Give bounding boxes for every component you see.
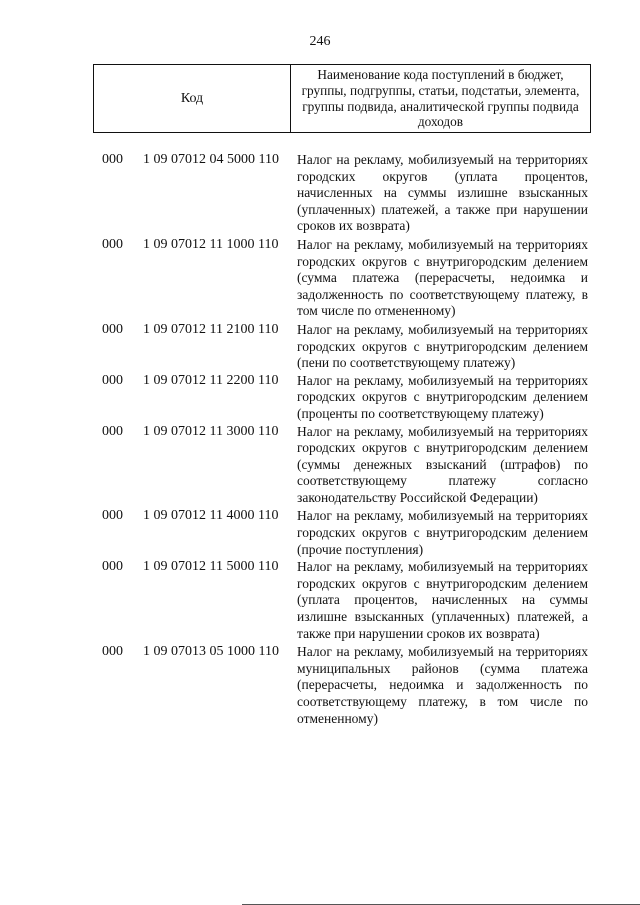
revenue-code: 1 09 07012 11 2100 110 <box>143 321 279 337</box>
page-number: 246 <box>309 34 331 49</box>
admin-code: 000 <box>102 423 123 439</box>
header-name-label: Наименование кода поступлений в бюджет, группы, подгруппы, статьи, подстатьи, элемента, группы подвида, аналитической группы подвида доходов <box>301 67 580 130</box>
revenue-code: 1 09 07012 11 3000 110 <box>143 423 279 439</box>
admin-code: 000 <box>102 508 123 524</box>
revenue-code: 1 09 07012 04 5000 110 <box>143 152 279 167</box>
revenue-description: Налог на рекламу, мобилизуемый на территориях городских округов с внутригородским делением (пени по соответствующему платежу) <box>297 321 588 371</box>
admin-code: 000 <box>102 321 123 337</box>
table-row <box>0 152 640 235</box>
admin-code: 000 <box>102 236 123 252</box>
revenue-description: Налог на рекламу, мобилизуемый на территориях городских округов с внутригородским делением (сумма платежа (перерасчеты, недоимка и задолженность по соответствующему платежу, в том числе по отмененному) <box>297 236 588 319</box>
table-header <box>93 64 591 133</box>
table-row <box>0 237 640 320</box>
code-list <box>0 152 640 727</box>
table-row <box>0 322 640 372</box>
admin-code: 000 <box>102 559 123 575</box>
table-row <box>0 424 640 507</box>
revenue-description: Налог на рекламу, мобилизуемый на территориях городских округов с внутригородским делением (проценты по соответствующему платежу) <box>297 372 588 421</box>
revenue-description: Налог на рекламу, мобилизуемый на территориях городских округов с внутригородским делением (уплата процентов, начисленных на суммы излишне взысканных (уплаченных) платежей, а также при нарушении сроков их возврата) <box>297 559 588 641</box>
revenue-code: 1 09 07012 11 4000 110 <box>143 508 279 524</box>
admin-code: 000 <box>102 372 123 388</box>
revenue-code: 1 09 07012 11 5000 110 <box>143 559 279 575</box>
table-row <box>0 644 640 727</box>
revenue-description: Налог на рекламу, мобилизуемый на территориях муниципальных районов (сумма платежа (перерасчеты, недоимка и задолженность по соответствующему платежу, в том числе по отмененному) <box>297 644 588 726</box>
admin-code: 000 <box>102 644 123 660</box>
header-code-label: Код <box>94 65 291 132</box>
revenue-description: Налог на рекламу, мобилизуемый на территориях городских округов с внутригородским делением (суммы денежных взысканий (штрафов) по соответствующему платежу согласно законодательству Российской Федерации) <box>297 423 588 505</box>
revenue-code: 1 09 07012 11 2200 110 <box>143 372 279 388</box>
revenue-description: Налог на рекламу, мобилизуемый на территориях городских округов с внутригородским делением (прочие поступления) <box>297 508 588 557</box>
admin-code: 000 <box>102 152 123 167</box>
table-row <box>0 508 640 558</box>
revenue-code: 1 09 07013 05 1000 110 <box>143 644 279 660</box>
table-row <box>0 373 640 423</box>
revenue-description: Налог на рекламу, мобилизуемый на территориях городских округов (уплата процентов, начисленных на суммы излишне взысканных (уплаченных) платежей, а также при нарушении сроков их возврата) <box>297 152 588 234</box>
revenue-code: 1 09 07012 11 1000 110 <box>143 236 279 252</box>
table-row <box>0 559 640 642</box>
